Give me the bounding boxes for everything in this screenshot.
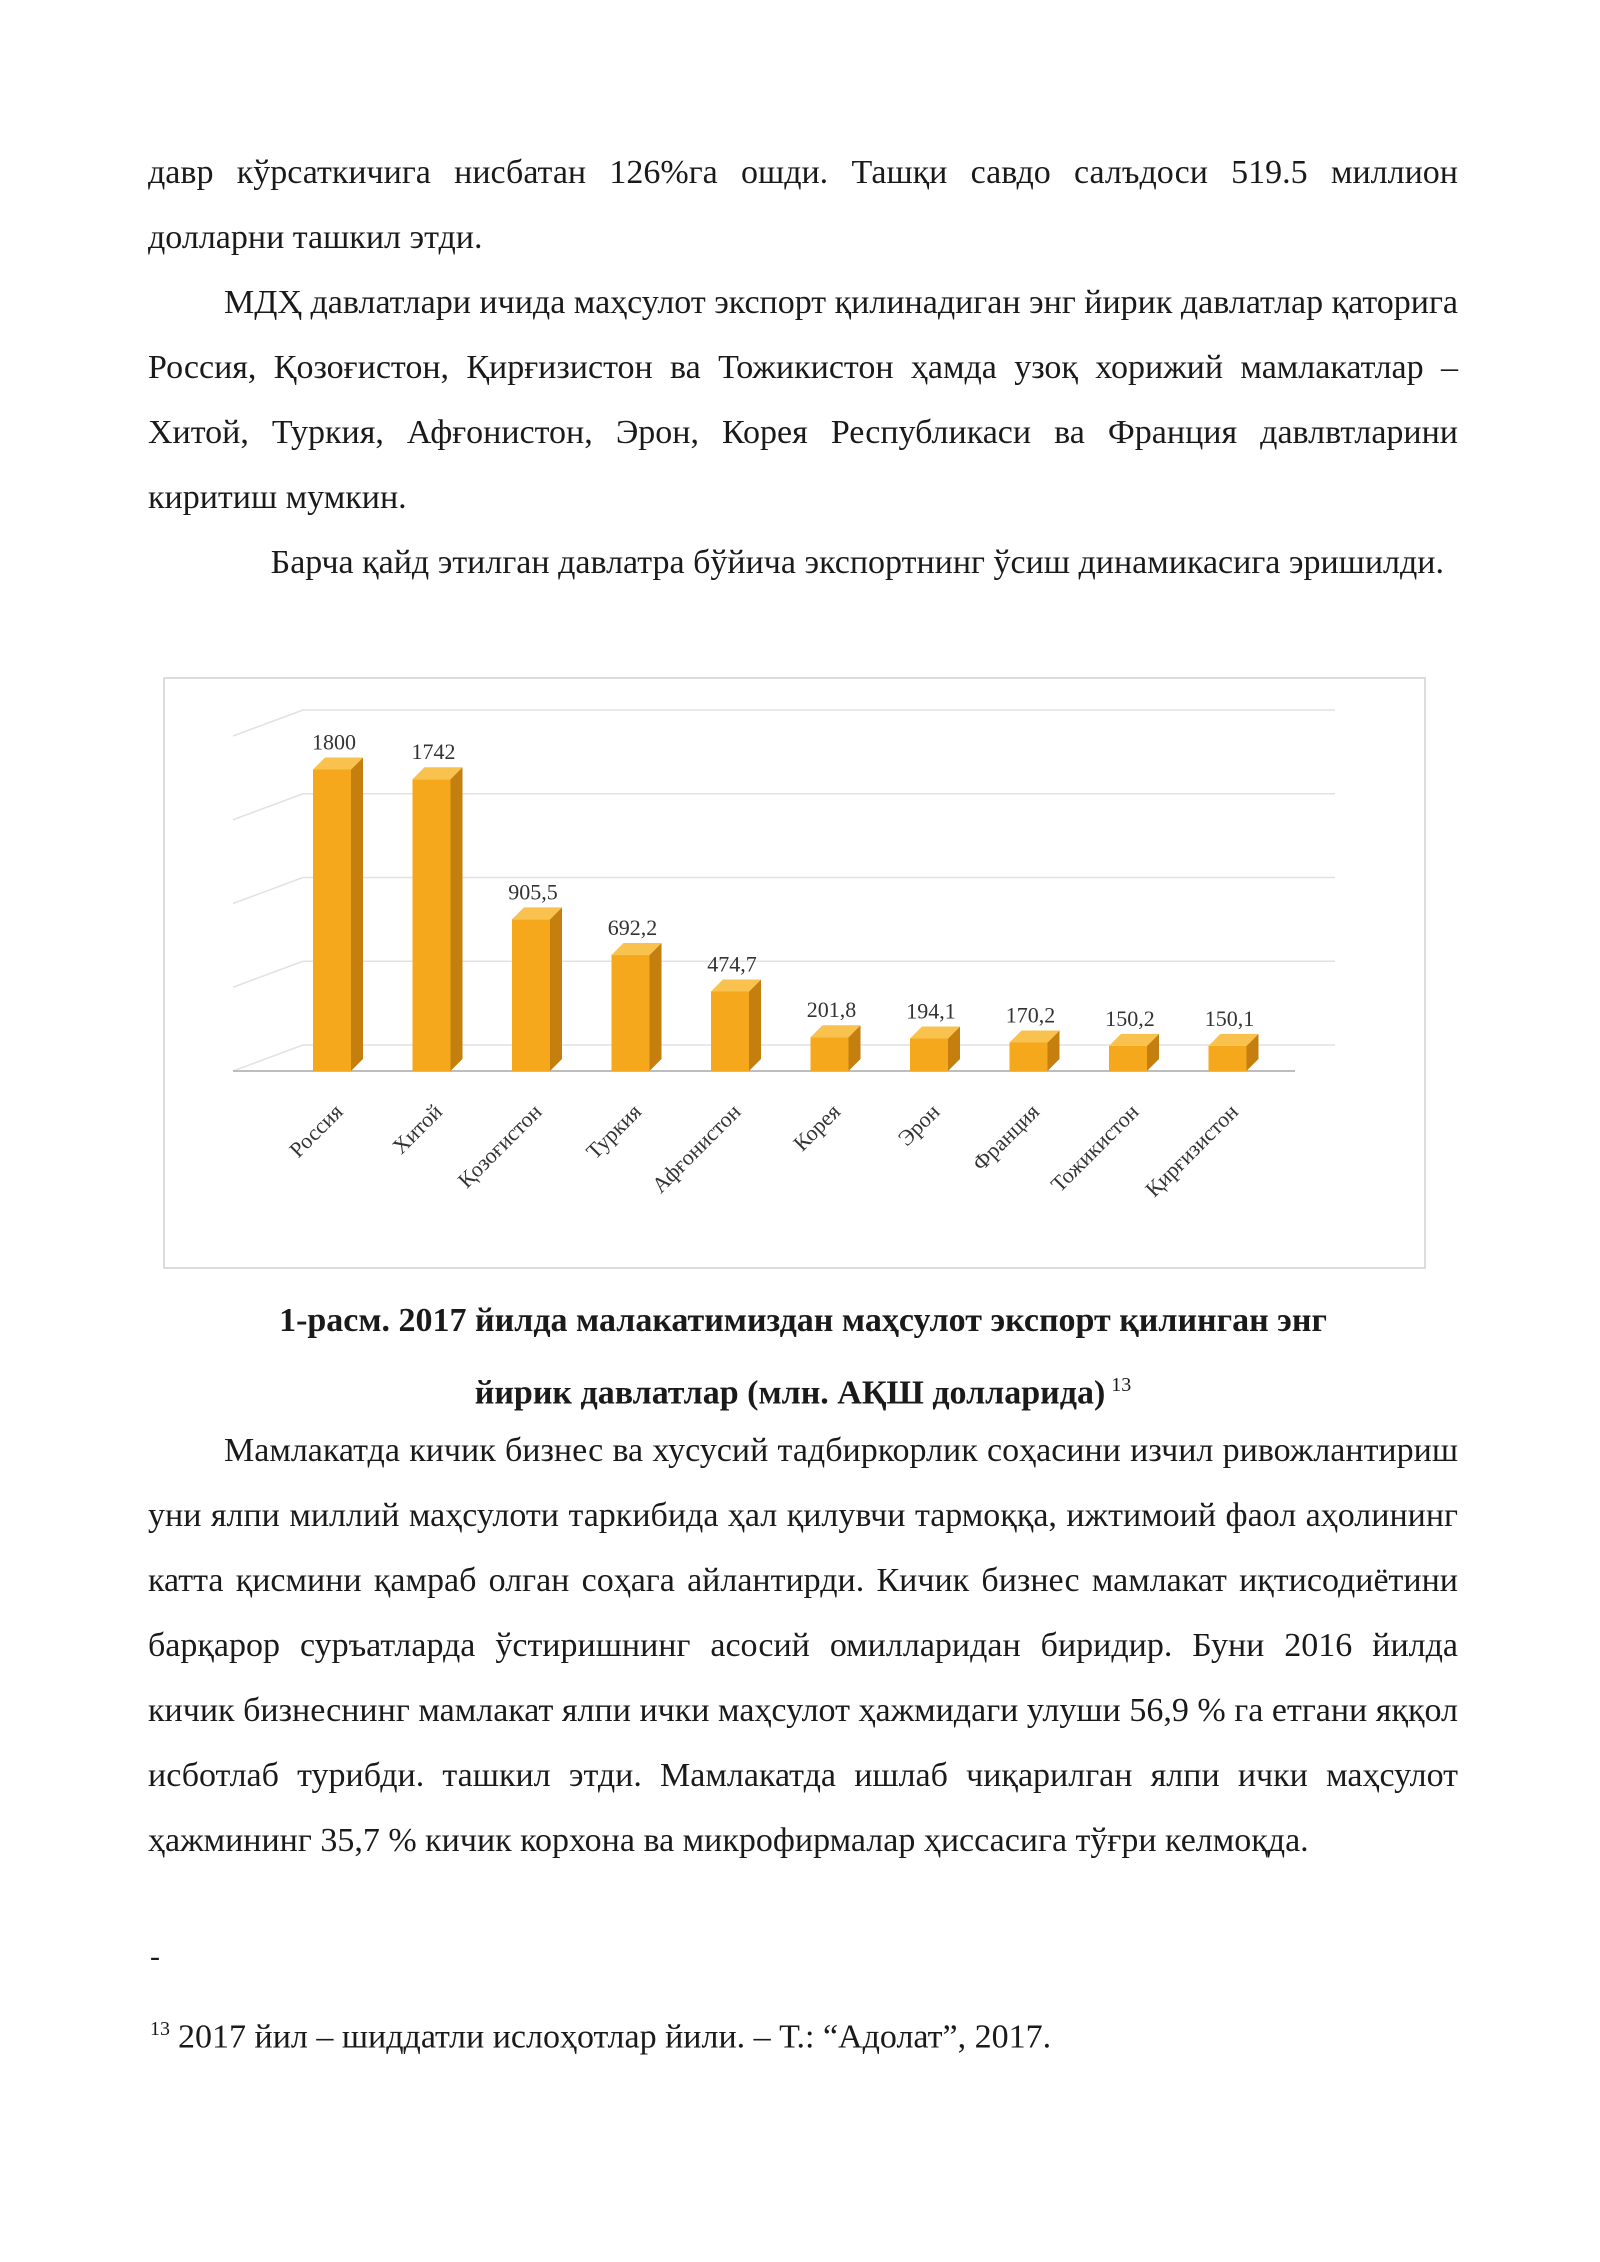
category-label: Тожикистон xyxy=(1045,1098,1144,1197)
figure-caption-text: йирик давлатлар (млн. АҚШ долларида) xyxy=(474,1374,1106,1412)
bar xyxy=(413,779,451,1071)
category-label: Хитой xyxy=(387,1098,448,1159)
bar xyxy=(612,955,650,1071)
paragraph-small-business: Мамлакатда кичик бизнес ва хусусий тадбиркорлик соҳасини изчил ривожлантириш уни ялпи миллий маҳсулоти таркибида ҳал қилувчи тармоққа, ижтимоий фаол аҳолининг катта қисмини қамраб олган соҳага айлантирди. Кичик бизнес мамлакат иқтисодиётини барқарор суръатларда ўстиришнинг асосий омилларидан биридир. Буни 2016 йилда кичик бизнеснинг мамлакат ялпи ички маҳсулот ҳажмидаги улуши 56,9 % га етгани яққол исботлаб турибди. ташкил этди. Мамлакатда ишлаб чиқарилган ялпи ички маҳсулот ҳажмининг 35,7 % кичик корхона ва микрофирмалар ҳиссасига тўғри келмоқда. xyxy=(148,1432,1458,1859)
category-label: Россия xyxy=(284,1098,348,1163)
footnote-mark: 13 xyxy=(150,2018,170,2040)
gridline-perspective xyxy=(233,1045,303,1071)
bar xyxy=(1109,1046,1147,1071)
gridline-perspective xyxy=(233,710,303,736)
bar xyxy=(512,919,550,1071)
data-label: 150,1 xyxy=(1204,1005,1255,1031)
category-label: Корея xyxy=(788,1098,846,1156)
data-label: 1742 xyxy=(411,739,456,765)
data-label: 692,2 xyxy=(607,915,658,941)
bar-side xyxy=(650,943,662,1071)
bar xyxy=(313,770,351,1072)
figure-caption-line-1: 1-расм. 2017 йилда малакатимиздан маҳсулот экспорт қилинган энг xyxy=(279,1302,1327,1339)
paragraph-export-partners: МДҲ давлатлари ичида маҳсулот экспорт қилинадиган энг йирик давлатлар қаторига Россия, Қозоғистон, Қирғизистон ва Тожикистон ҳамда узоқ хорижий мамлакатлар – Хитой, Туркия, Афғонистон, Эрон, Корея Республикаси ва Франция давлвтларини киритиш мумкин. xyxy=(148,284,1458,516)
data-label: 474,7 xyxy=(707,951,757,977)
footnote xyxy=(150,2004,1051,2062)
data-label: 170,2 xyxy=(1005,1002,1056,1028)
paragraph-trade-balance: давр кўрсаткичига нисбатан 126%га ошди. Ташқи савдо салъдоси 519.5 миллион долларни ташкил этди. xyxy=(148,154,1458,256)
bar xyxy=(1010,1042,1048,1071)
gridline-perspective xyxy=(233,878,303,904)
data-label: 194,1 xyxy=(906,998,956,1024)
export-chart xyxy=(163,677,1426,1269)
bar xyxy=(910,1038,948,1071)
data-label: 201,8 xyxy=(806,997,857,1023)
bar-side xyxy=(351,758,363,1072)
bar-side xyxy=(451,767,463,1071)
category-label: Туркия xyxy=(581,1098,647,1164)
data-label: 1800 xyxy=(312,729,356,755)
figure-caption-line-2 xyxy=(148,1353,1458,1425)
paragraph-export-growth: Барча қайд этилган давлатра бўйича экспортнинг ўсиш динамикасига эришилди. xyxy=(270,544,1444,581)
data-label: 905,5 xyxy=(508,879,558,905)
footnote-reference: 13 xyxy=(1111,1374,1132,1396)
data-label: 150,2 xyxy=(1105,1005,1155,1031)
category-label: Эрон xyxy=(892,1098,945,1151)
bar xyxy=(811,1037,849,1071)
gridline-perspective xyxy=(233,961,303,987)
bar xyxy=(711,991,749,1071)
category-label: Қирғизистон xyxy=(1140,1098,1244,1202)
bar-side xyxy=(749,979,761,1071)
footnote-separator: - xyxy=(150,1940,160,1973)
bar xyxy=(1209,1046,1247,1071)
bar-side xyxy=(550,907,562,1071)
category-label: Франция xyxy=(967,1098,1045,1176)
gridline-perspective xyxy=(233,794,303,820)
category-label: Афғонистон xyxy=(646,1098,746,1198)
footnote-text: 2017 йил – шиддатли ислоҳотлар йили. – Т.: “Адолат”, 2017. xyxy=(178,2018,1052,2056)
category-label: Қозоғистон xyxy=(452,1098,547,1193)
export-bar-chart-svg xyxy=(165,679,1428,1271)
